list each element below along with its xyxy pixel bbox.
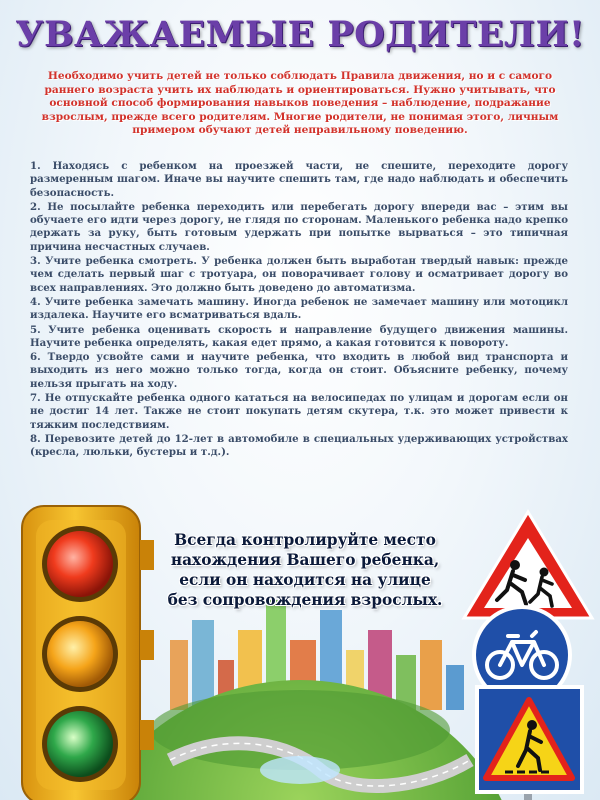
rule-item: 5. Учите ребенка оценивать скорость и направление будущего движения машины. Научите ребенка определять, какая едет прямо, а какая готовится к повороту. (30, 323, 568, 349)
rule-item: 2. Не посылайте ребенка переходить или перебегать дорогу впереди вас – этим вы обучаете его идти через дорогу, не глядя по сторонам. Маленького ребенка надо крепко держать за руку, быть готовым удержать при попытке вырваться – это типичная причина несчастных случаев. (30, 200, 568, 253)
rule-item: 1. Находясь с ребенком на проезжей части, не спешите, переходите дорогу размеренным шагом. Иначе вы научите спешить там, где надо наблюдать и обеспечить безопасность. (30, 160, 568, 199)
callout-text (150, 530, 460, 610)
rule-item: 6. Твердо усвойте сами и научите ребенка, что входить в любой вид транспорта и выходить из него можно только тогда, когда он стоит. Объясните ребенку, почему нельзя прыгать на ходу. (30, 351, 568, 390)
rule-item: 4. Учите ребенка замечать машину. Иногда ребенок не замечает машину или мотоцикл издалека. Научите его всматриваться вдаль. (30, 295, 568, 322)
pedestrian-crossing-sign-icon (475, 685, 584, 794)
callout-line: нахождения Вашего ребенка, (170, 551, 440, 569)
rule-item: 3. Учите ребенка смотреть. У ребенка должен быть выработан твердый навык: прежде чем сделать первый шаг с тротуара, он поворачивает голову и осматривает дорогу во всех направлениях. Это должно быть доведено до автоматизма. (30, 255, 568, 294)
intro-paragraph: Необходимо учить детей не только соблюдать Правила движения, но и с самого раннего возраста учить их наблюдать и ориентироваться. Нужно учитывать, что основной способ формирования навыков поведения – наблюдение, подражание взрослым, прежде всего родителям. Многие родители, не понимая этого, личным примером обучают детей неправильному поведению. (41, 70, 559, 137)
callout-line: без сопровождения взрослых. (167, 591, 443, 609)
traffic-light-icon (22, 506, 154, 800)
rule-item: 8. Перевозите детей до 12-лет в автомобиле в специальных удерживающих устройствах (кресла, люльки, бустеры и т.д.). (30, 432, 568, 459)
callout-line: Всегда контролируйте место (174, 531, 436, 549)
page-title: УВАЖАЕМЫЕ РОДИТЕЛИ! (15, 14, 585, 55)
rule-item: 7. Не отпускайте ребенка одного кататься на велосипедах по улицам и дорогам если он не достиг 14 лет. Также не стоит покупать детям скутера, т.к. это может привести к тяжким последствиям. (30, 392, 568, 431)
callout-line: если он находится на улице (179, 571, 431, 589)
rules-list (30, 160, 568, 461)
